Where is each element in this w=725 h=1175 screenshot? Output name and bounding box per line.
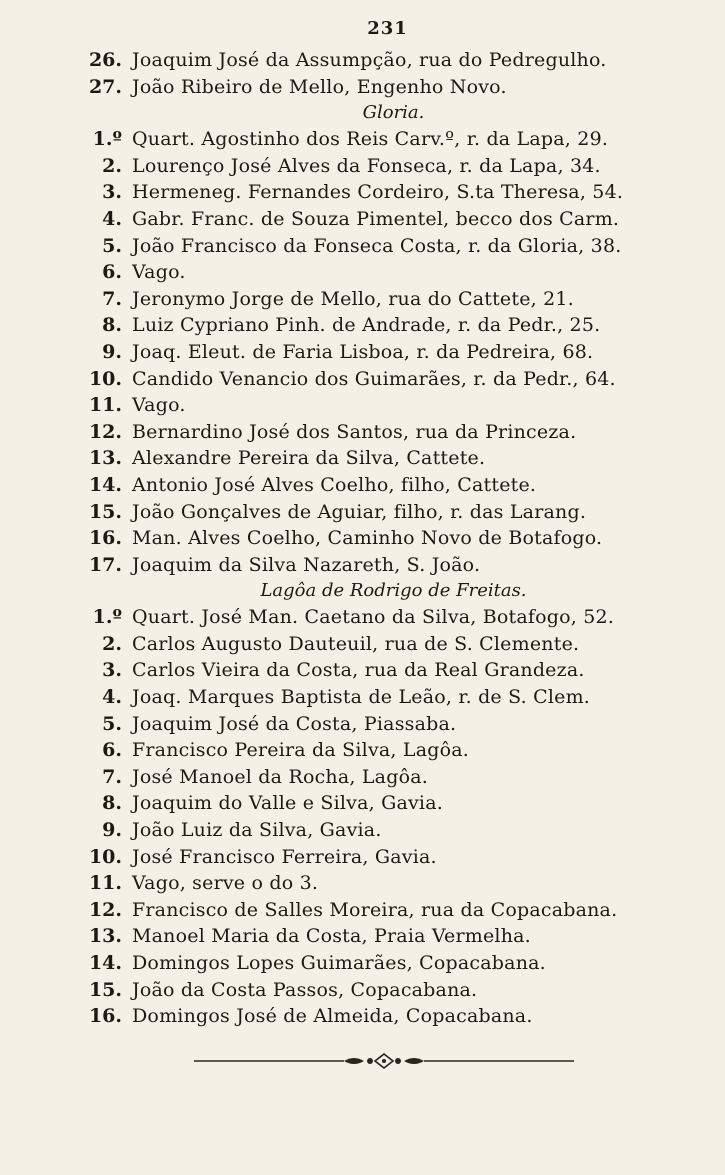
entry-number: 14.	[88, 473, 122, 496]
list-item	[58, 445, 685, 472]
entry-text: Vago.	[132, 261, 186, 284]
list-item	[58, 339, 685, 366]
list-item	[58, 179, 685, 206]
entry-number: 8.	[102, 314, 122, 337]
entry-text: Carlos Vieira da Costa, rua da Real Grandeza.	[132, 659, 585, 682]
entry-number: 1.º	[92, 128, 122, 151]
entry-text: Quart. José Man. Caetano da Silva, Botafogo, 52.	[132, 606, 615, 629]
list-item	[58, 366, 685, 393]
list-item	[58, 47, 685, 74]
list-item	[58, 206, 685, 233]
entry-text: Vago, serve o do 3.	[132, 872, 319, 895]
entry-number: 2.	[102, 154, 122, 177]
entry-number: 13.	[88, 447, 122, 470]
entry-number: 7.	[102, 287, 122, 310]
list-item	[58, 657, 685, 684]
entry-text: Joaquim José da Assumpção, rua do Pedregulho.	[132, 49, 607, 71]
list-item	[58, 790, 685, 817]
list-item	[58, 631, 685, 658]
entry-text: Domingos José de Almeida, Copacabana.	[132, 1005, 533, 1028]
entry-text: Joaq. Eleut. de Faria Lisboa, r. da Pedreira, 68.	[132, 340, 594, 363]
list-item	[58, 74, 685, 101]
entry-number: 10.	[88, 845, 122, 868]
entry-number: 13.	[88, 925, 122, 948]
entry-text: José Manoel da Rocha, Lagôa.	[132, 765, 428, 788]
list-item	[58, 711, 685, 738]
entry-number: 16.	[88, 1005, 122, 1028]
entry-number: 7.	[102, 765, 122, 788]
list-item	[58, 604, 685, 631]
list-item	[58, 392, 685, 419]
entry-text: Quart. Agostinho dos Reis Carv.º, r. da Lapa, 29.	[132, 128, 609, 151]
entry-number: 15.	[88, 500, 122, 523]
entry-text: Bernardino José dos Santos, rua da Princeza.	[132, 420, 577, 443]
entry-number: 2.	[102, 632, 122, 655]
entry-text: Alexandre Pereira da Silva, Cattete.	[132, 447, 486, 470]
entry-number: 4.	[102, 207, 122, 230]
list-item	[58, 977, 685, 1004]
entry-number: 1.º	[92, 606, 122, 629]
entry-text: Domingos Lopes Guimarães, Copacabana.	[132, 952, 546, 974]
list-item	[58, 419, 685, 446]
entry-text: Lourenço José Alves da Fonseca, r. da Lapa, 34.	[132, 154, 601, 177]
entry-text: João Francisco da Fonseca Costa, r. da Gloria, 38.	[132, 234, 622, 257]
entry-text: Luiz Cypriano Pinh. de Andrade, r. da Pedr., 25.	[132, 314, 601, 337]
entry-text: João da Costa Passos, Copacabana.	[132, 978, 478, 1001]
list-item	[58, 312, 685, 339]
list-item	[58, 259, 685, 286]
entry-text: João Luiz da Silva, Gavia.	[132, 819, 382, 842]
list-item	[58, 472, 685, 499]
list-item	[58, 737, 685, 764]
page-number: 231	[367, 18, 408, 39]
entry-number: 6.	[102, 739, 122, 762]
list-item	[58, 923, 685, 950]
entry-number: 9.	[102, 819, 122, 842]
entry-text: Candido Venancio dos Guimarães, r. da Pedr., 64.	[132, 367, 616, 390]
entry-number: 4.	[102, 686, 122, 709]
entry-text: Man. Alves Coelho, Caminho Novo de Botafogo.	[132, 527, 603, 550]
entry-number: 12.	[88, 420, 122, 443]
section-heading: Lagôa de Rodrigo de Freitas.	[260, 580, 527, 602]
entry-number: 5.	[102, 234, 122, 257]
entry-text: Hermeneg. Fernandes Cordeiro, S.ta Theresa, 54.	[132, 181, 624, 204]
entry-number: 5.	[102, 712, 122, 735]
entry-text: João Ribeiro de Mello, Engenho Novo.	[132, 75, 507, 98]
list-item	[58, 684, 685, 711]
list-item	[58, 844, 685, 871]
directory-list	[58, 47, 685, 1030]
entry-number: 3.	[102, 659, 122, 682]
entry-text: Joaq. Marques Baptista de Leão, r. de S. Clem.	[132, 686, 591, 709]
entry-number: 6.	[102, 261, 122, 284]
list-item	[58, 153, 685, 180]
entry-number: 3.	[102, 181, 122, 204]
list-item	[58, 764, 685, 791]
entry-number: 12.	[88, 898, 122, 921]
list-item	[58, 286, 685, 313]
entry-number: 16.	[88, 527, 122, 550]
entry-text: Vago.	[132, 394, 186, 417]
entry-number: 17.	[88, 553, 122, 576]
entry-text: Gabr. Franc. de Souza Pimentel, becco dos Carm.	[132, 207, 620, 230]
ornament-divider-icon	[194, 1052, 574, 1070]
entry-text: João Gonçalves de Aguiar, filho, r. das Larang.	[132, 500, 587, 523]
section-heading: Gloria.	[362, 102, 425, 124]
entry-number: 11.	[88, 872, 122, 895]
entry-text: Joaquim da Silva Nazareth, S. João.	[132, 553, 481, 576]
list-item	[58, 1003, 685, 1030]
entry-text: Francisco Pereira da Silva, Lagôa.	[132, 739, 469, 762]
entry-text: Francisco de Salles Moreira, rua da Copacabana.	[132, 898, 618, 921]
list-item	[58, 870, 685, 897]
list-item	[58, 525, 685, 552]
list-item	[58, 897, 685, 924]
entry-text: Antonio José Alves Coelho, filho, Cattete.	[132, 473, 537, 496]
entry-number: 14.	[88, 952, 122, 974]
entry-text: Carlos Augusto Dauteuil, rua de S. Clemente.	[132, 632, 580, 655]
entry-number: 15.	[88, 978, 122, 1001]
entry-number: 11.	[88, 394, 122, 417]
entry-number: 27.	[88, 75, 122, 98]
list-item	[58, 126, 685, 153]
entry-text: Jeronymo Jorge de Mello, rua do Cattete, 21.	[132, 287, 574, 310]
list-item	[58, 499, 685, 526]
entry-number: 26.	[88, 49, 122, 71]
list-item	[58, 817, 685, 844]
entry-text: José Francisco Ferreira, Gavia.	[132, 845, 437, 868]
entry-number: 10.	[88, 367, 122, 390]
entry-text: Joaquim do Valle e Silva, Gavia.	[132, 792, 443, 815]
entry-number: 9.	[102, 340, 122, 363]
list-item	[58, 552, 685, 579]
entry-text: Manoel Maria da Costa, Praia Vermelha.	[132, 925, 531, 948]
list-item	[58, 950, 685, 977]
list-item	[58, 233, 685, 260]
entry-number: 8.	[102, 792, 122, 815]
entry-text: Joaquim José da Costa, Piassaba.	[132, 712, 457, 735]
